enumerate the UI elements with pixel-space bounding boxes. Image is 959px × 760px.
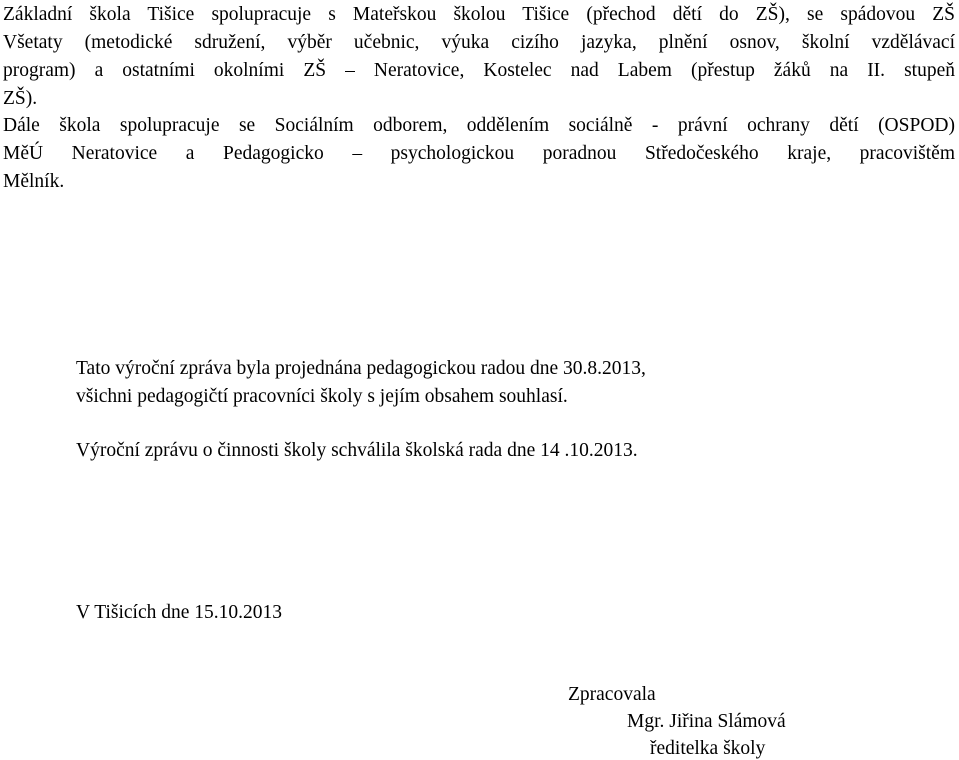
signature-name: Mgr. Jiřina Slámová	[627, 711, 786, 732]
paragraph-line: MěÚ Neratovice a Pedagogicko – psychologickou poradnou Středočeského kraje, pracovištěm	[3, 143, 955, 164]
approval-statement-consent: všichni pedagogičtí pracovníci školy s jejím obsahem souhlasí.	[76, 386, 568, 407]
paragraph-line: Všetaty (metodické sdružení, výběr učebnic, výuka cizího jazyka, plnění osnov, školní vzdělávací	[3, 32, 955, 53]
paragraph-line: ZŠ).	[3, 88, 38, 109]
approval-statement-teachers: Tato výroční zpráva byla projednána pedagogickou radou dne 30.8.2013,	[76, 358, 646, 379]
paragraph-line: Mělník.	[3, 171, 65, 192]
paragraph-line: Dále škola spolupracuje se Sociálním odborem, oddělením sociálně - právní ochrany dětí (OSPOD)	[3, 115, 955, 136]
approval-statement-board: Výroční zprávu o činnosti školy schválila školská rada dne 14 .10.2013.	[76, 440, 638, 461]
paragraph-line: Základní škola Tišice spolupracuje s Mateřskou školou Tišice (přechod dětí do ZŠ), se spádovou ZŠ	[3, 4, 955, 25]
signature-label: Zpracovala	[568, 684, 656, 705]
paragraph-line: program) a ostatními okolními ZŠ – Neratovice, Kostelec nad Labem (přestup žáků na II. stupeň	[3, 60, 955, 81]
signature-role: ředitelka školy	[650, 738, 766, 759]
place-and-date: V Tišicích dne 15.10.2013	[76, 602, 283, 623]
